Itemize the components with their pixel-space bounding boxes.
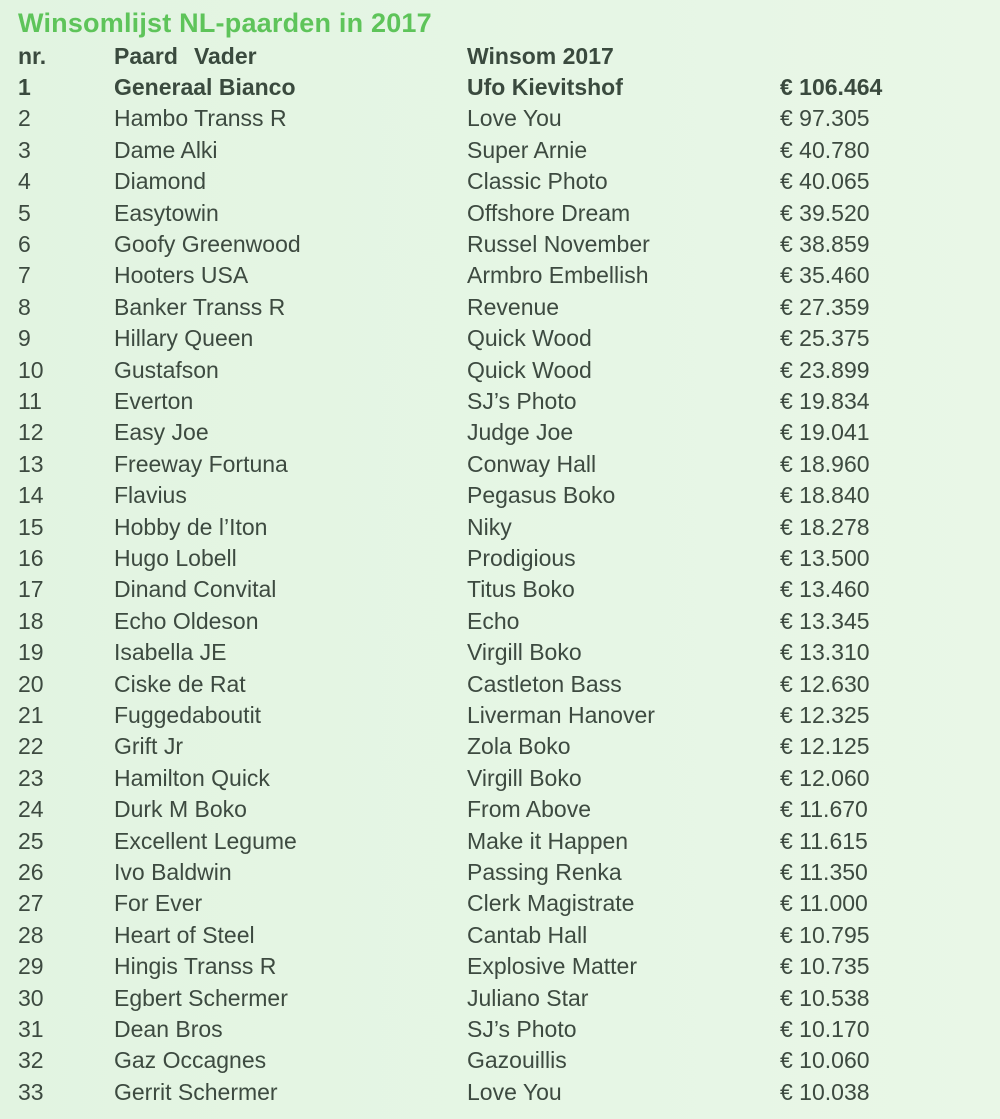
sire-cell: Quick Wood [467, 356, 592, 383]
page-title: Winsomlijst NL-paarden in 2017 [18, 8, 432, 38]
winnings-cell: € 11.670 [780, 796, 868, 823]
sire-cell: Castleton Bass [467, 670, 622, 697]
sire-cell: Armbro Embellish [467, 262, 649, 289]
sire-cell: Zola Boko [467, 733, 571, 760]
table-row [0, 920, 1000, 951]
rank-cell: 19 [18, 639, 44, 666]
rank-cell: 14 [18, 482, 44, 509]
table-row [0, 543, 1000, 574]
winnings-cell: € 13.310 [780, 639, 870, 666]
rank-cell: 10 [18, 356, 44, 383]
table-row [0, 386, 1000, 417]
table-row [0, 826, 1000, 857]
sire-cell: Judge Joe [467, 419, 574, 446]
sire-cell: Virgill Boko [467, 639, 582, 666]
table-row [0, 857, 1000, 888]
table-row [0, 512, 1000, 543]
table-row [0, 292, 1000, 323]
rank-cell: 30 [18, 984, 44, 1011]
rank-cell: 24 [18, 796, 44, 823]
horse-cell: Freeway Fortuna [114, 450, 288, 477]
rank-cell: 13 [18, 450, 44, 477]
rank-cell: 5 [18, 199, 31, 226]
winnings-cell: € 10.735 [780, 953, 870, 980]
sire-cell: Prodigious [467, 545, 576, 571]
table-row [0, 1077, 1000, 1108]
horse-cell: Hamilton Quick [114, 764, 270, 791]
rank-cell: 33 [18, 1078, 44, 1105]
winnings-cell: € 38.859 [780, 231, 870, 257]
horse-cell: Dame Alki [114, 136, 218, 163]
winnings-cell: € 25.375 [780, 325, 870, 352]
table-row [0, 983, 1000, 1014]
winnings-cell: € 10.060 [780, 1047, 870, 1074]
horse-cell: Dean Bros [114, 1016, 223, 1042]
table-row [0, 637, 1000, 668]
horse-cell: Flavius [114, 482, 187, 509]
horse-cell: Hambo Transs R [114, 105, 287, 132]
horse-cell: Gaz Occagnes [114, 1047, 267, 1074]
table-row [0, 700, 1000, 731]
table-row [0, 574, 1000, 605]
rank-cell: 31 [18, 1016, 44, 1042]
horse-cell: Easy Joe [114, 419, 209, 446]
header-horse: Paard [114, 43, 178, 69]
sire-cell: Ufo Kievitshof [467, 74, 623, 100]
rank-cell: 1 [18, 74, 31, 100]
horse-cell: Excellent Legume [114, 827, 297, 854]
rank-cell: 26 [18, 859, 44, 885]
table-row [0, 763, 1000, 794]
horse-cell: Hobby de l’Iton [114, 513, 268, 540]
sire-cell: Revenue [467, 293, 560, 320]
winnings-cell: € 18.960 [780, 450, 870, 477]
rank-cell: 18 [18, 607, 44, 634]
sire-cell: Juliano Star [467, 984, 589, 1011]
horse-cell: Hugo Lobell [114, 545, 237, 571]
winnings-cell: € 10.170 [780, 1016, 870, 1042]
winnings-cell: € 23.899 [780, 356, 870, 383]
horse-cell: Fuggedaboutit [114, 702, 262, 728]
table-row [0, 731, 1000, 762]
horse-cell: Gerrit Schermer [114, 1078, 278, 1105]
winnings-cell: € 13.460 [780, 576, 870, 603]
winnings-cell: € 40.065 [780, 168, 870, 195]
sire-cell: Titus Boko [467, 576, 575, 603]
winnings-cell: € 19.041 [780, 419, 870, 446]
table-row [0, 166, 1000, 197]
sire-cell: Explosive Matter [467, 953, 638, 980]
sire-cell: Pegasus Boko [467, 482, 616, 509]
header-winnings: Winsom 2017 [467, 43, 614, 69]
winnings-cell: € 12.125 [780, 733, 870, 760]
sire-cell: Liverman Hanover [467, 702, 655, 728]
rank-cell: 29 [18, 953, 44, 980]
header-horse-sire [114, 41, 257, 72]
rank-cell: 32 [18, 1047, 44, 1074]
rank-cell: 21 [18, 702, 44, 728]
rank-cell: 25 [18, 827, 44, 854]
rank-cell: 9 [18, 325, 31, 352]
sire-cell: Echo [467, 607, 520, 634]
rank-cell: 2 [18, 105, 31, 132]
table-row [0, 135, 1000, 166]
table-row [0, 888, 1000, 919]
sire-cell: Love You [467, 1078, 562, 1105]
table-row [0, 355, 1000, 386]
sire-cell: Virgill Boko [467, 764, 582, 791]
header-nr: nr. [18, 43, 47, 69]
sire-cell: From Above [467, 796, 591, 823]
sire-cell: Passing Renka [467, 859, 622, 885]
table-row [0, 72, 1000, 103]
horse-cell: Ivo Baldwin [114, 859, 232, 885]
table-row [0, 1014, 1000, 1045]
table-row [0, 480, 1000, 511]
horse-cell: Grift Jr [114, 733, 183, 760]
table-row [0, 669, 1000, 700]
winnings-cell: € 106.464 [780, 74, 883, 100]
horse-cell: Echo Oldeson [114, 607, 259, 634]
sire-cell: Gazouillis [467, 1047, 567, 1074]
winnings-cell: € 10.795 [780, 921, 870, 948]
rank-cell: 27 [18, 890, 44, 917]
header-sire: Vader [193, 43, 257, 69]
rank-cell: 15 [18, 513, 44, 540]
winnings-cell: € 13.500 [780, 545, 870, 571]
winnings-cell: € 39.520 [780, 199, 870, 226]
sire-cell: Classic Photo [467, 168, 608, 195]
rank-cell: 17 [18, 576, 44, 603]
sire-cell: Conway Hall [467, 450, 597, 477]
horse-cell: Everton [114, 388, 194, 414]
rank-cell: 16 [18, 545, 44, 571]
horse-cell: Banker Transs R [114, 293, 286, 320]
sire-cell: Love You [467, 105, 562, 132]
table-row [0, 417, 1000, 448]
sire-cell: Quick Wood [467, 325, 592, 352]
horse-cell: Heart of Steel [114, 921, 255, 948]
winnings-cell: € 11.350 [780, 859, 868, 885]
horse-cell: Easytowin [114, 199, 219, 226]
table-row [0, 1045, 1000, 1076]
horse-cell: Hillary Queen [114, 325, 254, 352]
rank-cell: 22 [18, 733, 44, 760]
sire-cell: Niky [467, 513, 512, 540]
rank-cell: 4 [18, 168, 31, 195]
winnings-cell: € 10.538 [780, 984, 870, 1011]
table-row [0, 198, 1000, 229]
sire-cell: Russel November [467, 231, 650, 257]
horse-cell: For Ever [114, 890, 203, 917]
horse-cell: Gustafson [114, 356, 219, 383]
horse-cell: Goofy Greenwood [114, 231, 301, 257]
horse-cell: Durk M Boko [114, 796, 247, 823]
table-row [0, 951, 1000, 982]
winnings-cell: € 11.000 [780, 890, 868, 917]
sire-cell: Make it Happen [467, 827, 629, 854]
rank-cell: 6 [18, 231, 31, 257]
sire-cell: Offshore Dream [467, 199, 631, 226]
winnings-cell: € 27.359 [780, 293, 870, 320]
horse-cell: Diamond [114, 168, 207, 195]
table-row [0, 229, 1000, 260]
rank-cell: 7 [18, 262, 31, 289]
sire-cell: Cantab Hall [467, 921, 588, 948]
rank-cell: 11 [18, 388, 42, 414]
sire-cell: Clerk Magistrate [467, 890, 635, 917]
table-row [0, 794, 1000, 825]
horse-cell: Egbert Schermer [114, 984, 288, 1011]
sire-cell: Super Arnie [467, 136, 588, 163]
winnings-cell: € 97.305 [780, 105, 870, 132]
horse-cell: Hooters USA [114, 262, 249, 289]
winnings-cell: € 18.840 [780, 482, 870, 509]
rank-cell: 8 [18, 293, 31, 320]
winnings-cell: € 18.278 [780, 513, 870, 540]
table-row [0, 606, 1000, 637]
rank-cell: 28 [18, 921, 44, 948]
winnings-cell: € 11.615 [780, 827, 868, 854]
horse-cell: Generaal Bianco [114, 74, 296, 100]
sire-cell: SJ’s Photo [467, 388, 577, 414]
rank-cell: 20 [18, 670, 44, 697]
winnings-cell: € 12.060 [780, 764, 870, 791]
sire-cell: SJ’s Photo [467, 1016, 577, 1042]
winnings-cell: € 10.038 [780, 1078, 870, 1105]
table-row [0, 449, 1000, 480]
winnings-cell: € 12.630 [780, 670, 870, 697]
rank-cell: 12 [18, 419, 44, 446]
table-row [0, 103, 1000, 134]
rank-cell: 3 [18, 136, 31, 163]
horse-cell: Ciske de Rat [114, 670, 246, 697]
table-row [0, 260, 1000, 291]
winnings-cell: € 35.460 [780, 262, 870, 289]
winnings-cell: € 19.834 [780, 388, 870, 414]
horse-cell: Hingis Transs R [114, 953, 277, 980]
winnings-cell: € 40.780 [780, 136, 870, 163]
table-row [0, 323, 1000, 354]
table-header [0, 41, 1000, 72]
horse-cell: Isabella JE [114, 639, 227, 666]
winnings-cell: € 12.325 [780, 702, 870, 728]
winnings-cell: € 13.345 [780, 607, 870, 634]
rank-cell: 23 [18, 764, 44, 791]
horse-cell: Dinand Convital [114, 576, 277, 603]
